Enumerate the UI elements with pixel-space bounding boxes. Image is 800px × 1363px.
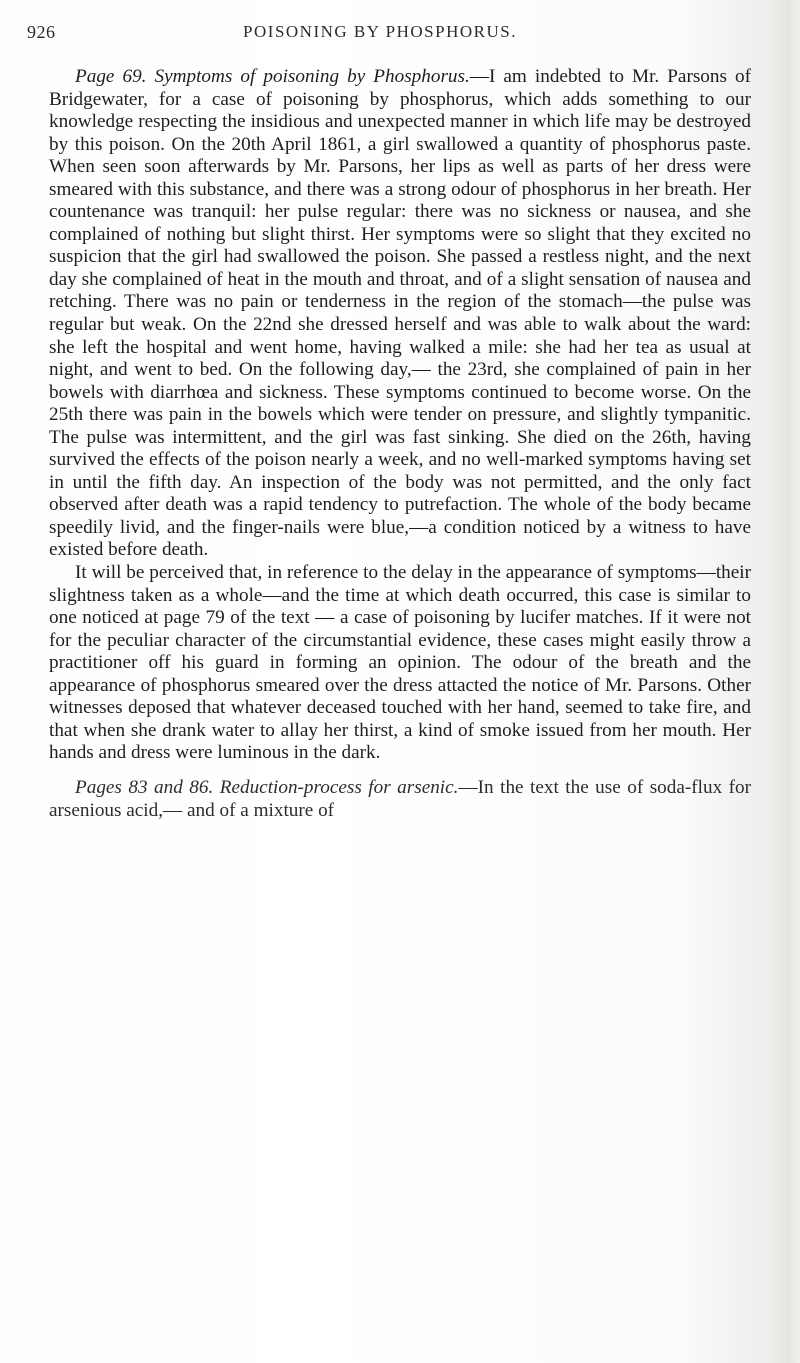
paragraph-commentary <box>49 562 751 765</box>
section-title: Reduction-process for arsenic. <box>219 776 459 798</box>
paragraph-text: —In the text the use of soda-flux for arsenious acid,— and of a mixture of <box>49 776 752 821</box>
paragraph-phosphorus-case <box>49 66 751 562</box>
page-number: 926 <box>27 22 56 42</box>
page-edge-shadow <box>770 0 800 1363</box>
paragraph-text: —I am indebted to Mr. Parsons of Bridgewater, for a case of poisoning by phosphorus, which adds something to our knowledge respecting the insidious and unexpected manner in which life may be destroyed by this poison. On the 20th April 1861, a girl swallowed a quantity of phosphorus paste. When seen soon afterwards by Mr. Parsons, her lips as well as parts of her dress were smeared with this substance, and there was a strong odour of phosphorus in her breath. Her countenance was tranquil: her pulse regular: there was no sickness or nausea, and she complained of nothing but slight thirst. Her symptoms were so slight that they excited no suspicion that the girl had swallowed the poison. She passed a restless night, and the next day she complained of heat in the mouth and throat, and of a slight sensation of nausea and retching. There was no pain or tenderness in the region of the stomach—the pulse was regular but weak. On the 22nd she dressed herself and was able to walk about the ward: she left the hospital and went home, having walked a mile: she had her tea as usual at night, and went to bed. On the following day,— the 23rd, she complained of pain in her bowels with diarrhœa and sickness. These symptoms continued to become worse. On the 25th there was pain in the bowels which were tender on pressure, and slightly tympanitic. The pulse was intermittent, and the girl was fast sinking. She died on the 26th, having survived the effects of the poison nearly a week, and no well-marked symptoms having set in until the fifth day. An inspection of the body was not permitted, and the only fact observed after death was a rapid tendency to putrefaction. The whole of the body became speedily livid, and the finger-nails were blue,—a condition noticed by a witness to have existed before death. <box>49 66 751 561</box>
paragraph-arsenic <box>49 777 751 822</box>
section-title: Symptoms of poisoning by Phosphorus. <box>154 66 470 87</box>
running-title: POISONING BY PHOSPHORUS. <box>243 22 517 41</box>
page-reference: Page 69. <box>75 66 147 87</box>
running-head <box>27 22 733 52</box>
paragraph-text: It will be perceived that, in reference to the delay in the appearance of symptoms—their slightness taken as a whole—and the time at which death occurred, this case is similar to one noticed at page 79 of the text — a case of poisoning by lucifer matches. If it were not for the peculiar character of the circumstantial evidence, these cases might easily throw a practitioner off his guard in forming an opinion. The odour of the breath and the appearance of phosphorus smeared over the dress attacted the notice of Mr. Parsons. Other witnesses deposed that whatever deceased touched with her hand, seemed to take fire, and that when she drank water to allay her thirst, a kind of smoke issued from her mouth. Her hands and dress were luminous in the dark. <box>49 562 751 764</box>
page-reference: Pages 83 and 86. <box>75 776 214 798</box>
body-text <box>49 66 751 822</box>
